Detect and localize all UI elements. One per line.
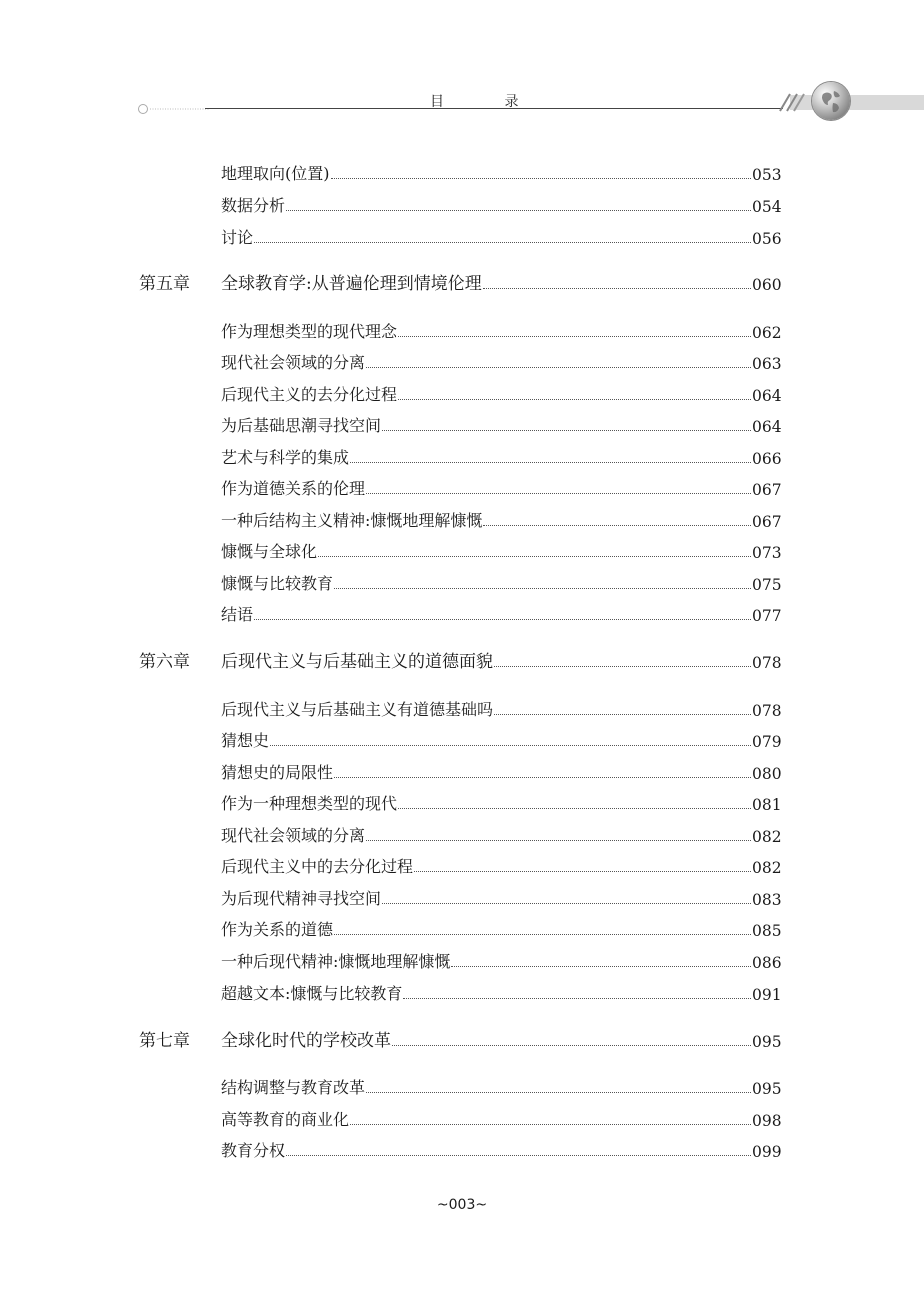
entry-title: 结构调整与教育改革 xyxy=(221,1078,366,1097)
dot-leader xyxy=(382,903,751,904)
entry-title: 后现代主义与后基础主义有道德基础吗 xyxy=(221,700,494,719)
page-ref: 099 xyxy=(752,1143,782,1161)
dot-leader xyxy=(398,399,751,400)
page-ref: 060 xyxy=(752,276,782,294)
entry-title: 猜想史 xyxy=(221,731,270,750)
toc-entry-row xyxy=(0,983,924,1009)
toc-chapter-row xyxy=(0,651,924,677)
entry-title: 作为理想类型的现代理念 xyxy=(221,322,398,341)
page-ref: 056 xyxy=(752,230,782,248)
dot-leader xyxy=(286,1155,751,1156)
page-number: ~003~ xyxy=(436,1197,488,1213)
page-ref: 095 xyxy=(752,1080,782,1098)
entry-title: 后现代主义的去分化过程 xyxy=(221,385,398,404)
chapter-number: 第五章 xyxy=(139,274,190,294)
entry-title: 猜想史的局限性 xyxy=(221,763,334,782)
dot-leader xyxy=(382,430,751,431)
page-ref: 086 xyxy=(752,954,782,972)
toc-entry-row xyxy=(0,951,924,977)
entry-title: 数据分析 xyxy=(221,196,286,215)
page-ref: 067 xyxy=(752,481,782,499)
dot-leader xyxy=(494,714,751,715)
entry-title: 作为一种理想类型的现代 xyxy=(221,794,398,813)
chapter-number: 第六章 xyxy=(139,652,190,672)
page-ref: 095 xyxy=(752,1033,782,1051)
dot-leader xyxy=(350,1124,751,1125)
toc-entry-row xyxy=(0,541,924,567)
page-ref: 063 xyxy=(752,355,782,373)
page-ref: 091 xyxy=(752,986,782,1004)
toc-entry-row xyxy=(0,352,924,378)
page-ref: 098 xyxy=(752,1112,782,1130)
dot-leader xyxy=(286,210,751,211)
dot-leader xyxy=(483,525,751,526)
page-ref: 054 xyxy=(752,198,782,216)
dot-leader xyxy=(398,808,751,809)
toc-chapter-row xyxy=(0,1030,924,1056)
dot-leader xyxy=(334,934,751,935)
toc-entry-row xyxy=(0,447,924,473)
page-ref: 066 xyxy=(752,450,782,468)
toc-entry-row xyxy=(0,510,924,536)
toc-entry-row xyxy=(0,321,924,347)
page-ref: 082 xyxy=(752,828,782,846)
dot-leader xyxy=(366,493,751,494)
entry-title: 现代社会领域的分离 xyxy=(221,353,366,372)
page-ref: 064 xyxy=(752,418,782,436)
entry-title: 作为关系的道德 xyxy=(221,920,334,939)
toc-entry-row xyxy=(0,415,924,441)
toc-entry-row xyxy=(0,573,924,599)
dot-leader xyxy=(398,336,751,337)
entry-title: 一种后现代精神:慷慨地理解慷慨 xyxy=(221,952,451,971)
page-ref: 077 xyxy=(752,607,782,625)
dot-leader xyxy=(350,462,751,463)
toc-entry-row xyxy=(0,856,924,882)
page-ref: 067 xyxy=(752,513,782,531)
page-ref: 062 xyxy=(752,324,782,342)
page-ref: 064 xyxy=(752,387,782,405)
dot-leader xyxy=(318,556,751,557)
toc-entry-row xyxy=(0,1077,924,1103)
toc-entry-row xyxy=(0,1109,924,1135)
dot-leader xyxy=(414,871,751,872)
entry-title: 讨论 xyxy=(221,228,254,247)
page-ref: 053 xyxy=(752,166,782,184)
dot-leader xyxy=(334,777,751,778)
toc-entry-row xyxy=(0,163,924,189)
toc-entry-row xyxy=(0,919,924,945)
entry-title: 艺术与科学的集成 xyxy=(221,448,350,467)
dot-leader xyxy=(451,966,751,967)
dot-leader xyxy=(403,998,751,999)
page-ref: 081 xyxy=(752,796,782,814)
toc-entry-row xyxy=(0,604,924,630)
toc-entry-row xyxy=(0,699,924,725)
toc-entry-row xyxy=(0,825,924,851)
entry-title: 慷慨与比较教育 xyxy=(221,574,334,593)
toc-entry-row xyxy=(0,888,924,914)
entry-title: 现代社会领域的分离 xyxy=(221,826,366,845)
header-title: 目 录 xyxy=(430,94,547,110)
toc-entry-row xyxy=(0,227,924,253)
dot-leader xyxy=(334,588,751,589)
page-ref: 079 xyxy=(752,733,782,751)
page-ref: 083 xyxy=(752,891,782,909)
chapter-title: 后现代主义与后基础主义的道德面貌 xyxy=(221,652,493,672)
toc-chapter-row xyxy=(0,273,924,299)
toc-entry-row xyxy=(0,730,924,756)
page-ref: 073 xyxy=(752,544,782,562)
toc-entry-row xyxy=(0,793,924,819)
header-left-ornament xyxy=(137,101,209,115)
entry-title: 慷慨与全球化 xyxy=(221,542,318,561)
entry-title: 地理取向(位置) xyxy=(221,164,330,183)
dot-leader xyxy=(254,619,751,620)
toc-entry-row xyxy=(0,478,924,504)
entry-title: 后现代主义中的去分化过程 xyxy=(221,857,414,876)
dot-leader xyxy=(254,242,751,243)
entry-title: 一种后结构主义精神:慷慨地理解慷慨 xyxy=(221,511,483,530)
dot-leader xyxy=(483,288,751,289)
page-ref: 080 xyxy=(752,765,782,783)
page-ref: 078 xyxy=(752,702,782,720)
globe-icon xyxy=(812,82,850,120)
entry-title: 超越文本:慷慨与比较教育 xyxy=(221,984,403,1003)
page-ref: 075 xyxy=(752,576,782,594)
chapter-title: 全球教育学:从普遍伦理到情境伦理 xyxy=(221,274,482,294)
page-ref: 078 xyxy=(752,654,782,672)
toc-entry-row xyxy=(0,762,924,788)
toc-entry-row xyxy=(0,195,924,221)
entry-title: 高等教育的商业化 xyxy=(221,1110,350,1129)
dot-leader xyxy=(270,745,751,746)
entry-title: 为后现代精神寻找空间 xyxy=(221,889,382,908)
dot-leader xyxy=(366,1092,751,1093)
header-stripes-ornament xyxy=(776,92,816,112)
chapter-title: 全球化时代的学校改革 xyxy=(221,1031,391,1051)
entry-title: 作为道德关系的伦理 xyxy=(221,479,366,498)
page-ref: 082 xyxy=(752,859,782,877)
chapter-number: 第七章 xyxy=(139,1031,190,1051)
dot-leader xyxy=(366,367,751,368)
dot-leader xyxy=(331,178,751,179)
dot-leader xyxy=(366,840,751,841)
toc-entry-row xyxy=(0,384,924,410)
page-ref: 085 xyxy=(752,922,782,940)
toc-entry-row xyxy=(0,1140,924,1166)
entry-title: 为后基础思潮寻找空间 xyxy=(221,416,382,435)
entry-title: 教育分权 xyxy=(221,1141,286,1160)
entry-title: 结语 xyxy=(221,605,254,624)
dot-leader xyxy=(392,1045,751,1046)
dot-leader xyxy=(494,666,751,667)
page-header xyxy=(0,0,924,130)
